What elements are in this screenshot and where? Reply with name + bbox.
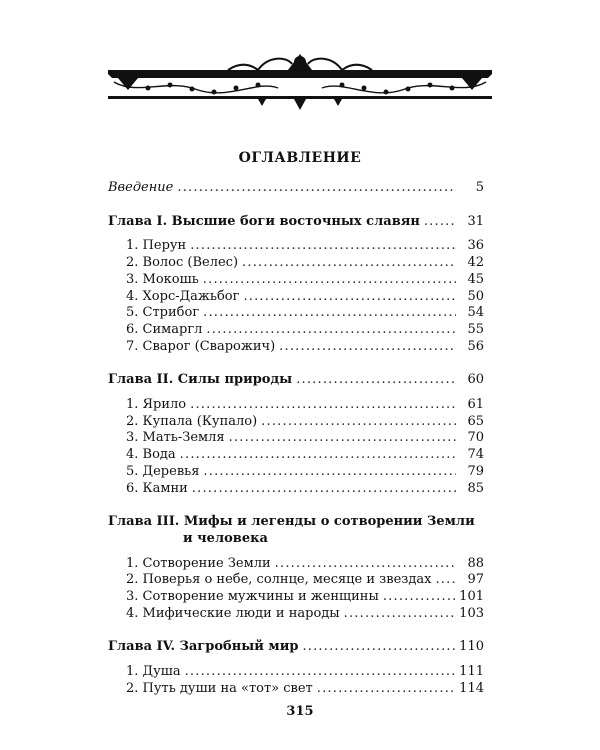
toc-entry-page: 79 [467,463,484,479]
toc-entry-label: 3. Сотворение мужчины и женщины [126,589,379,605]
toc-chapter-2[interactable] [108,372,484,389]
toc-entry-label: 6. Симаргл [126,321,203,337]
toc-chapter-1[interactable] [108,214,484,231]
toc-entry[interactable] [108,305,484,322]
toc-entry-page: 5 [475,180,484,195]
toc-entry-page: 85 [467,480,484,496]
toc-entry[interactable] [108,664,484,681]
toc-entry[interactable] [108,322,484,339]
dot-leader [242,255,456,272]
page-title: ОГЛАВЛЕНИЕ [238,150,362,166]
toc-chapter-3[interactable] [108,514,484,547]
dot-leader [344,606,456,623]
dot-leader [206,322,456,339]
dot-leader [190,397,456,414]
toc-entry-label: 2. Купала (Купало) [126,413,258,429]
dot-leader [317,681,455,698]
toc-entry-label: 2. Путь души на «тот» свет [126,680,313,696]
toc-entry[interactable] [108,481,484,498]
toc-entry-page: 55 [467,321,484,337]
toc-entry-page: 70 [467,430,484,446]
toc-entry[interactable] [108,572,484,589]
toc-entry-page: 56 [467,338,484,354]
dot-leader [296,372,456,389]
dot-leader [185,664,456,681]
toc-entry-page: 50 [467,288,484,304]
toc-entry[interactable] [108,447,484,464]
toc-entry-page: 45 [467,271,484,287]
toc-entry[interactable] [108,238,484,255]
toc-entry-label: 2. Поверья о небе, солнце, месяце и звездах [126,572,432,588]
dot-leader [435,572,456,589]
toc-entry[interactable] [108,606,484,623]
dot-leader [203,464,456,481]
dot-leader [261,414,456,431]
toc-entry-label: 1. Душа [126,664,181,680]
toc-entry-page: 61 [467,397,484,413]
toc-chapter-4[interactable] [108,639,484,656]
toc-entry[interactable] [108,430,484,447]
toc-entry-page: 42 [467,255,484,271]
toc-entry-label: Введение [108,180,174,195]
toc-entry[interactable] [108,414,484,431]
toc-chapter-page: 110 [459,639,484,655]
toc-entry[interactable] [108,289,484,306]
toc-entry-page: 101 [459,589,484,605]
toc-entry-page: 97 [467,572,484,588]
toc-entry[interactable] [108,589,484,606]
dot-leader [383,589,455,606]
toc-entry-page: 88 [467,555,484,571]
toc-entry-page: 103 [459,605,484,621]
toc-entry-label: 4. Мифические люди и народы [126,605,340,621]
toc-chapter-label-line2: и человека [183,530,268,546]
toc-chapter-page: 60 [467,372,484,388]
toc-entry-label: 1. Перун [126,238,187,254]
toc-entry-label: 6. Камни [126,480,188,496]
dot-leader [203,305,456,322]
toc-entry[interactable] [108,339,484,356]
toc-entry-page: 65 [467,413,484,429]
toc-chapter-page: 31 [467,213,484,229]
toc-entry-label: 1. Сотворение Земли [126,555,271,571]
toc-entry[interactable] [108,556,484,573]
toc-entry[interactable] [108,464,484,481]
toc-entry-intro[interactable] [108,180,484,197]
toc-chapter-label-line1: Глава III. Мифы и легенды о сотворении Земли [108,514,475,530]
dot-leader [424,214,456,231]
toc-entry-label: 4. Хорс-Дажьбог [126,288,240,304]
toc-entry-label: 1. Ярило [126,397,187,413]
toc-entry[interactable] [108,272,484,289]
table-of-contents [108,180,484,698]
dot-leader [203,272,456,289]
dot-leader [180,447,456,464]
toc-entry-page: 114 [459,680,484,696]
toc-entry-label: 5. Деревья [126,463,200,479]
toc-entry-label: 3. Мать-Земля [126,430,225,446]
toc-chapter-label: Глава IV. Загробный мир [108,639,299,655]
toc-entry-label: 3. Мокошь [126,271,199,287]
toc-entry-page: 74 [467,447,484,463]
toc-entry-label: 4. Вода [126,447,176,463]
toc-entry-page: 36 [467,238,484,254]
page-number: 315 [286,704,314,719]
dot-leader [190,238,456,255]
toc-entry-page: 54 [467,305,484,321]
toc-entry[interactable] [108,255,484,272]
dot-leader [279,339,456,356]
dot-leader [229,430,456,447]
dot-leader [192,481,456,498]
toc-chapter-label: Глава II. Силы природы [108,372,293,388]
toc-entry-page: 111 [459,664,484,680]
dot-leader [302,639,455,656]
toc-entry[interactable] [108,397,484,414]
header-ornament-icon [108,52,492,114]
toc-entry[interactable] [108,681,484,698]
toc-entry-label: 7. Сварог (Сварожич) [126,338,276,354]
toc-chapter-label: Глава I. Высшие боги восточных славян [108,213,420,229]
dot-leader [275,556,456,573]
toc-entry-label: 2. Волос (Велес) [126,255,239,271]
toc-entry-label: 5. Стрибог [126,305,200,321]
dot-leader [243,289,456,306]
dot-leader [177,180,456,197]
